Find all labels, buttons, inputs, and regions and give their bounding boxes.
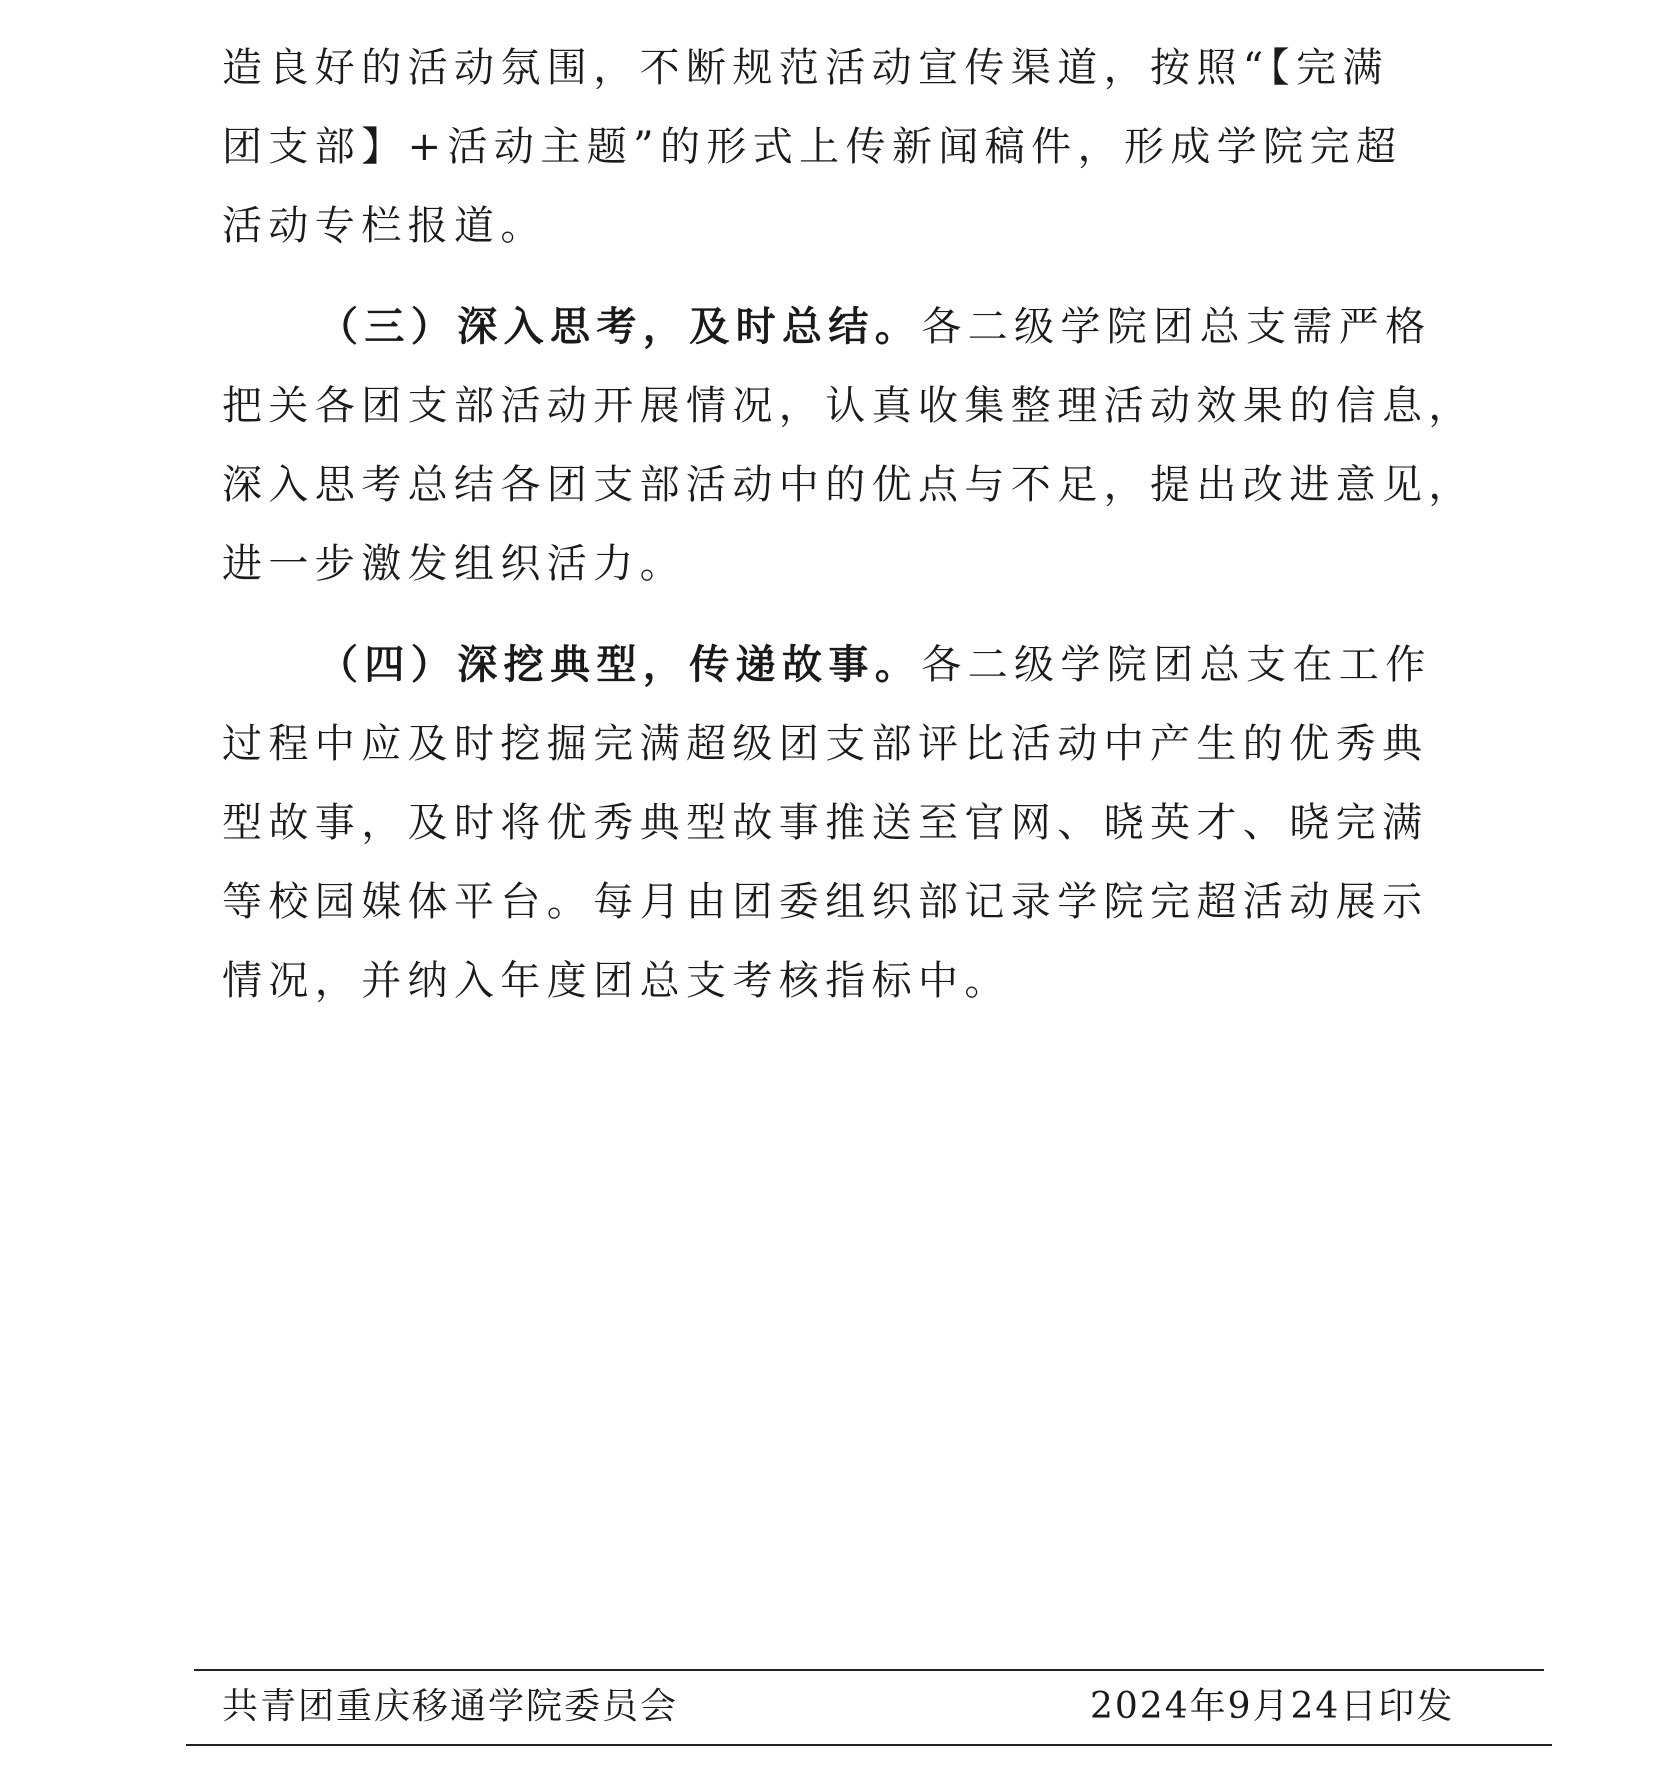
section-4-text: 各二级学院团总支在工作 — [921, 642, 1432, 688]
paragraph-line: 活动专栏报道。 — [222, 203, 547, 249]
paragraph-line: 情况，并纳入年度团总支考核指标中。 — [222, 958, 1011, 1004]
footer-top-rule — [194, 1669, 1544, 1671]
section-3-heading: （三）深入思考，及时总结。 — [318, 303, 922, 350]
paragraph-line: 深入思考总结各团支部活动中的优点与不足，提出改进意见， — [222, 462, 1475, 508]
section-3-first-line — [318, 303, 1432, 351]
paragraph-line: 等校园媒体平台。每月由团委组织部记录学院完超活动展示 — [222, 879, 1429, 925]
section-4-heading: （四）深挖典型，传递故事。 — [318, 641, 922, 688]
paragraph-line: 型故事，及时将优秀典型故事推送至官网、晓英才、晓完满 — [222, 800, 1429, 846]
footer-bottom-rule — [186, 1744, 1552, 1746]
paragraph-line: 进一步激发组织活力。 — [222, 541, 686, 587]
paragraph-line: 过程中应及时挖掘完满超级团支部评比活动中产生的优秀典 — [222, 721, 1429, 767]
paragraph-line: 造良好的活动氛围，不断规范活动宣传渠道，按照“【完满 — [222, 45, 1389, 91]
section-3-text: 各二级学院团总支需严格 — [921, 304, 1432, 350]
section-4-first-line — [318, 641, 1432, 689]
footer-date: 2024年9月24日印发 — [1090, 1686, 1455, 1727]
footer-issuer: 共青团重庆移通学院委员会 — [222, 1686, 679, 1727]
paragraph-line: 团支部】+活动主题”的形式上传新闻稿件，形成学院完超 — [222, 124, 1403, 170]
paragraph-line: 把关各团支部活动开展情况，认真收集整理活动效果的信息， — [222, 383, 1475, 429]
